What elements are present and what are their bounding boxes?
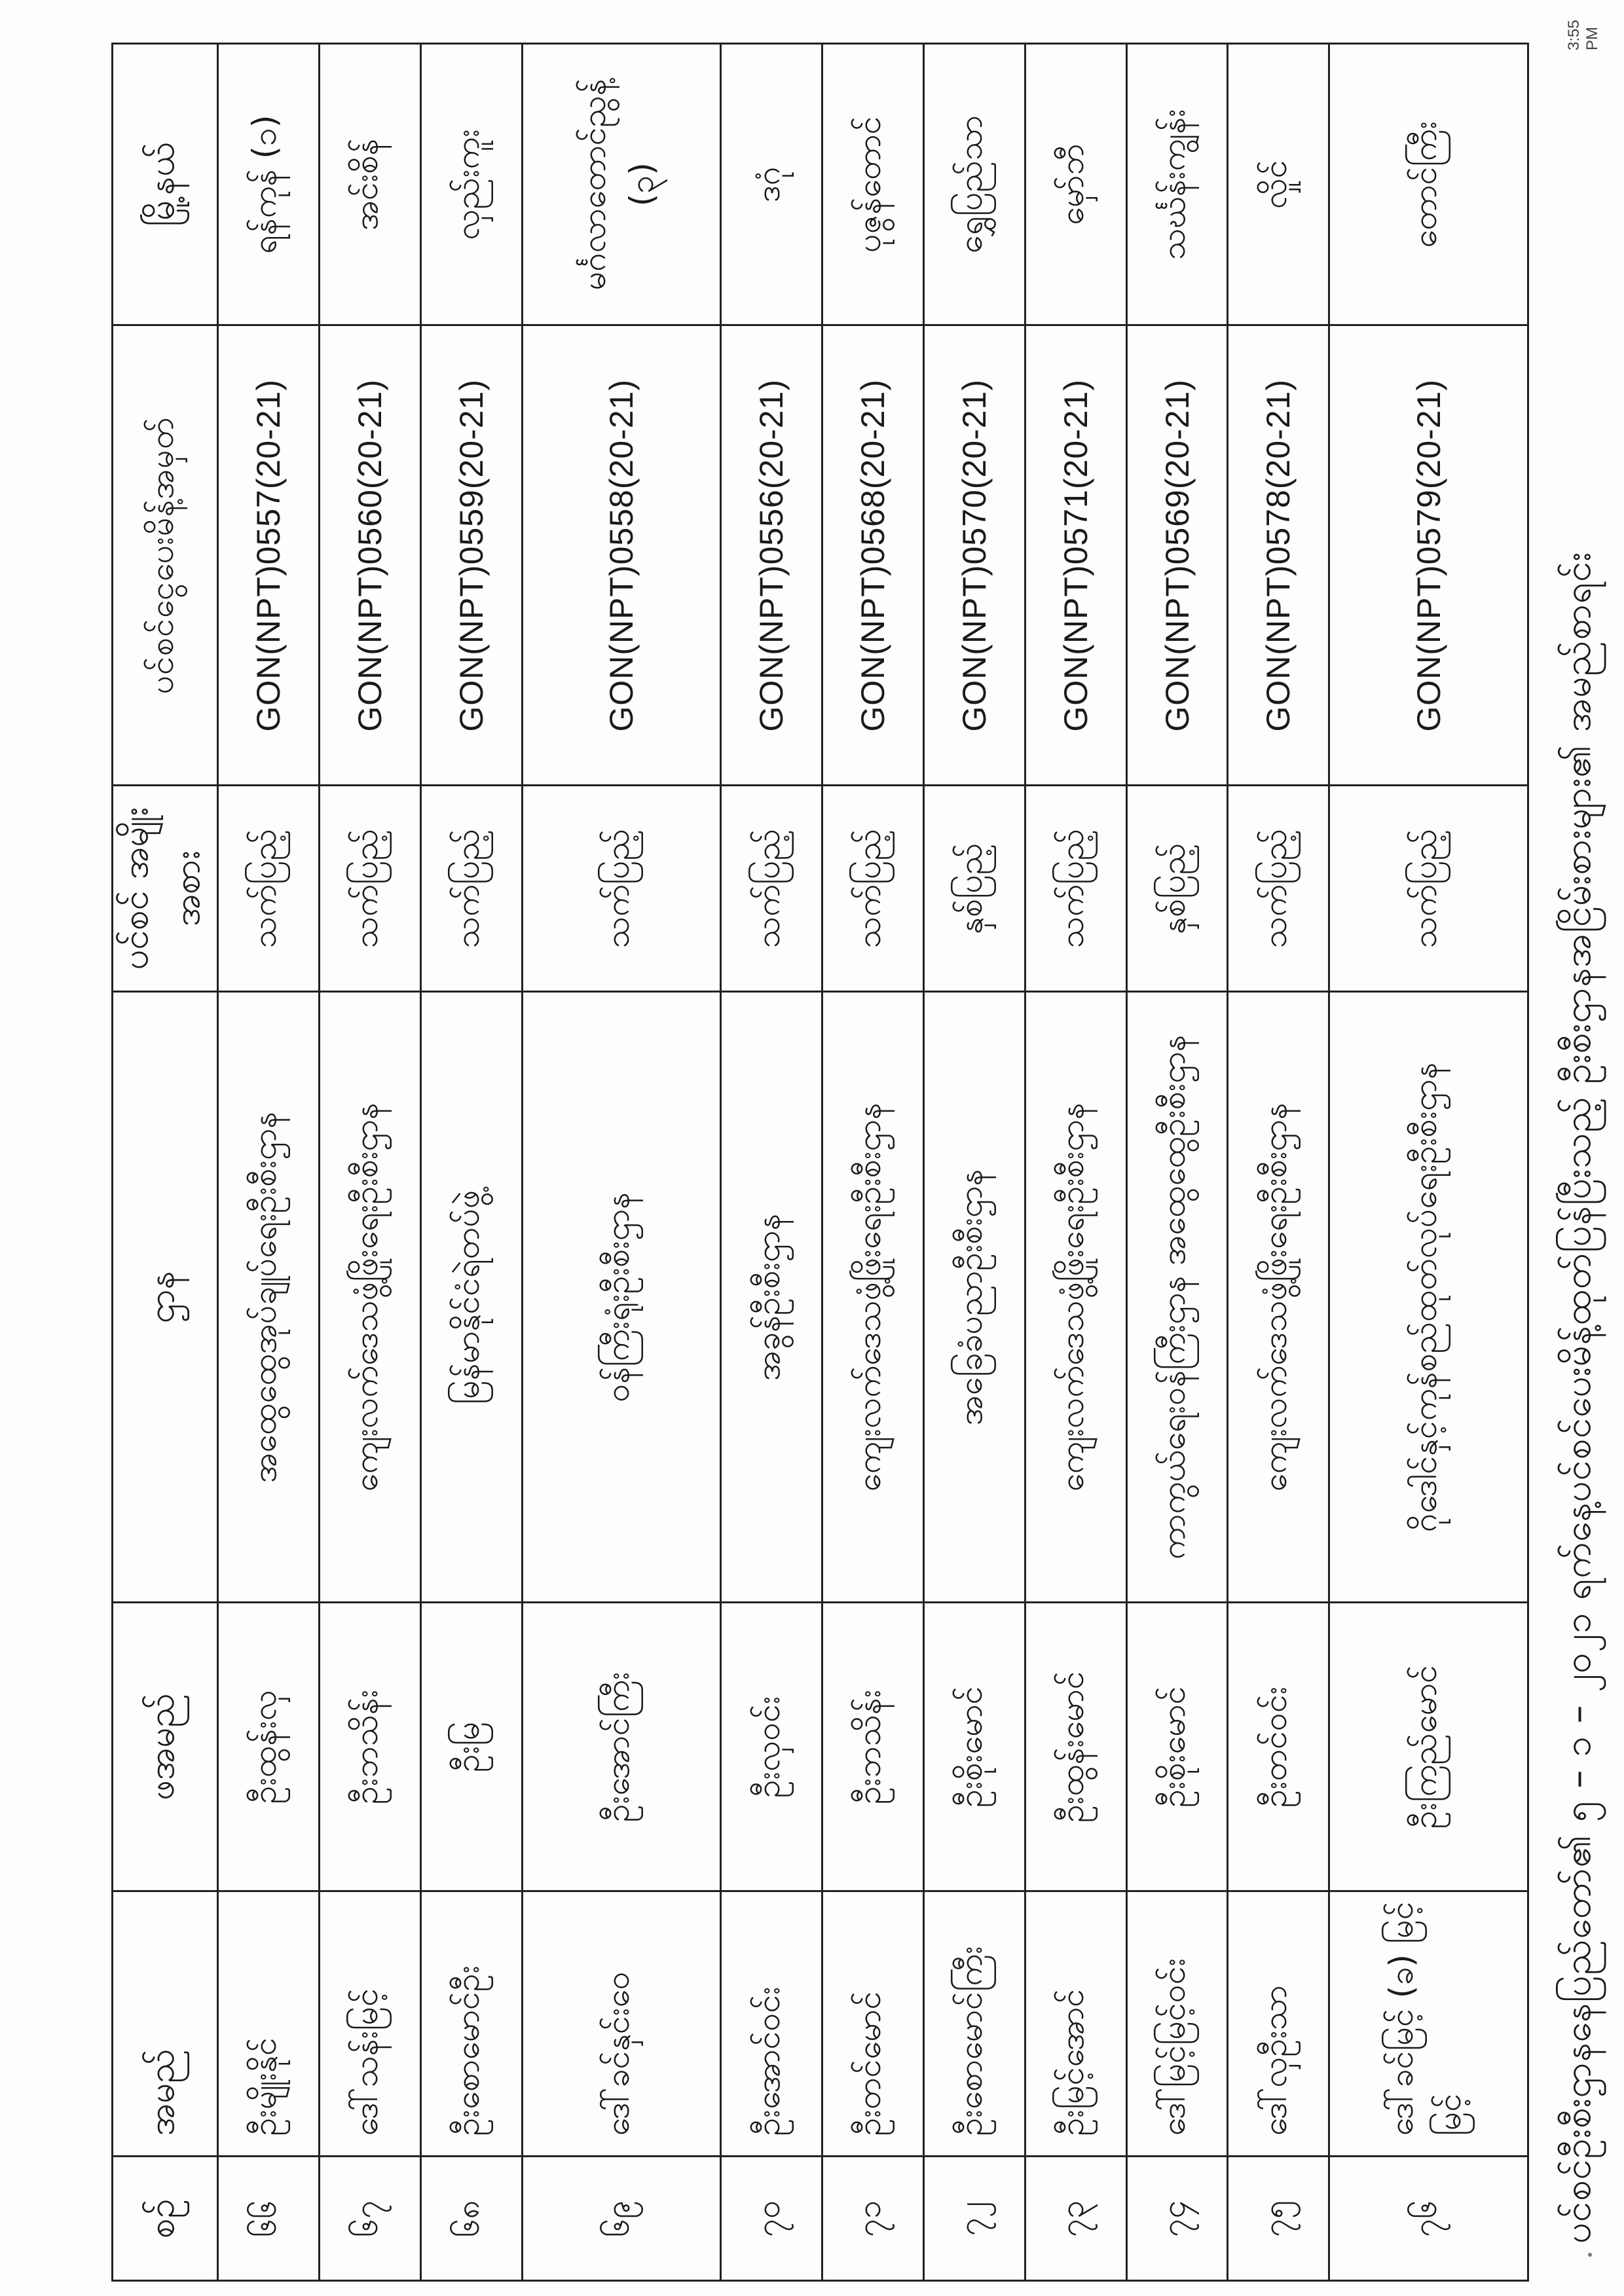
pension-table: [111, 43, 1529, 2282]
cell-reg: GON(NPT)0556(20-21): [721, 325, 822, 786]
cell-town: သင်္ဃန်းကျွန်း: [1126, 44, 1228, 325]
cell-reg: GON(NPT)0578(20-21): [1228, 325, 1329, 786]
cell-name: ဦးမြင့်အောင်: [1025, 1891, 1126, 2157]
table-body: [218, 44, 1528, 2281]
cell-father: ဦးလှဝင်း: [721, 1603, 822, 1891]
table-row: [420, 44, 522, 2281]
cell-father: ဦးဘသိန်း: [822, 1603, 924, 1891]
cell-no: ၆၆: [218, 2157, 320, 2281]
cell-type: သက်ပြည့်: [522, 786, 721, 992]
cell-town: မင်္ဂလာတောင်ညွန့် (၃): [522, 44, 721, 325]
cell-town: အင်းစိန်: [319, 44, 420, 325]
cell-father: ဦးတင်ဝင်း: [1228, 1603, 1329, 1891]
cell-town: လှည်းကူး: [420, 44, 522, 325]
cell-name: ဒေါ်ခင်နှင်းဝေ: [522, 1891, 721, 2157]
scan-mark: [1588, 2253, 1592, 2257]
cell-name: ဒေါ်မြင့်မြင့်ဝင်း: [1126, 1891, 1228, 2157]
cell-no: ၇၃: [1025, 2157, 1126, 2281]
cell-type: သက်ပြည့်: [319, 786, 420, 992]
cell-address: ကျေးလက်ဒေသဖွံ့ဖြိုးရေးဦးစီးဌာန: [319, 992, 420, 1603]
cell-address: အခြေခံပညာဦးစီးဌာန: [923, 992, 1025, 1603]
table-row: [721, 44, 822, 2281]
table-row: [522, 44, 721, 2281]
header-father: ဖအမည်: [113, 1603, 218, 1891]
cell-type: သက်ပြည့်: [218, 786, 320, 992]
cell-no: ၇၆: [1329, 2157, 1528, 2281]
cell-father: ဦးဘသိန်း: [319, 1603, 420, 1891]
cell-town: တောင်ကြီး: [1329, 44, 1528, 325]
cell-name: ဒေါ်သန်းမြင့်: [319, 1891, 420, 2157]
cell-no: ၇၂: [923, 2157, 1025, 2281]
cell-father: ဦးစိုးမောင်: [923, 1603, 1025, 1891]
cell-address: မြန်မာနိုင်ငံရဲတပ်ဖွဲ့: [420, 992, 522, 1603]
header-name: အမည်: [113, 1891, 218, 2157]
table-header-row: [113, 44, 218, 2281]
cell-type: နှစ်ပြည့်: [1126, 786, 1228, 992]
cell-address: အထွေထွေအုပ်ချုပ်ရေးဦးစီးဌာန: [218, 992, 320, 1603]
cell-address: ကျေးလက်ဒေသဖွံ့ဖြိုးရေးဦးစီးဌာန: [822, 992, 924, 1603]
header-no: စဉ်: [113, 2157, 218, 2281]
cell-type: သက်ပြည့်: [822, 786, 924, 992]
table-row: [923, 44, 1025, 2281]
cell-no: ၇၁: [822, 2157, 924, 2281]
table-row: [1228, 44, 1329, 2281]
cell-address: ကျေးလက်ဒေသဖွံ့ဖြိုးရေးဦးစီးဌာန: [1228, 992, 1329, 1603]
cell-reg: GON(NPT)0571(20-21): [1025, 325, 1126, 786]
cell-no: ၇၅: [1228, 2157, 1329, 2281]
cell-father: ဦးစိုးမောင်: [1126, 1603, 1228, 1891]
cell-type: နှစ်ပြည့်: [923, 786, 1025, 992]
cell-town: ရွှေပြည်သာ: [923, 44, 1025, 325]
cell-type: သက်ပြည့်: [721, 786, 822, 992]
cell-reg: GON(NPT)0569(20-21): [1126, 325, 1228, 786]
cell-no: ၆၉: [522, 2157, 721, 2281]
cell-father: ဦးထွန်းလှ: [218, 1603, 320, 1891]
cell-reg: GON(NPT)0568(20-21): [822, 325, 924, 786]
cell-type: သက်ပြည့်: [1025, 786, 1126, 992]
cell-reg: GON(NPT)0579(20-21): [1329, 325, 1528, 786]
cell-town: ရန်ကုန် (၁): [218, 44, 320, 325]
cell-no: ၇၀: [721, 2157, 822, 2281]
header-town: မြို့နယ်: [113, 44, 218, 325]
cell-reg: GON(NPT)0560(20-21): [319, 325, 420, 786]
cell-type: သက်ပြည့်: [420, 786, 522, 992]
cell-no: ၇၄: [1126, 2157, 1228, 2281]
table-row: [319, 44, 420, 2281]
table-row: [822, 44, 924, 2281]
cell-name: ဦးတင်မောင်: [822, 1891, 924, 2157]
cell-address: ကာကွယ်ရေးဝန်ကြီးဌာန အထွေထွေဦးစီးဌာန: [1126, 992, 1228, 1603]
table-row: [218, 44, 320, 2281]
cell-address: ကျေးလက်ဒေသဖွံ့ဖြိုးရေးဦးစီးဌာန: [1025, 992, 1126, 1603]
timestamp: 3:55 PM: [1565, 20, 1601, 50]
cell-father: ဦးထွန်းမောင်: [1025, 1603, 1126, 1891]
page-title: ပင်စင်ဦးစီးဌာနနေပြည်တော်၏ ၅ – ၁ – ၂၀၂၁ ရက်နေ့ပင်စင်ပေးမိန့်ထုတ်ပြန်ပြီးသည့် ဦးစီးဌာနအငြိမ်းစားများ၏ အမည်စာရင်း: [1557, 551, 1599, 2244]
table-row: [1329, 44, 1528, 2281]
cell-town: မှော်ဘီ: [1025, 44, 1126, 325]
cell-father: ဦးကြည်မောင်: [1329, 1603, 1528, 1891]
cell-name: ဦးစောမောင်ကြီး: [923, 1891, 1025, 2157]
cell-type: သက်ပြည့်: [1228, 786, 1329, 992]
cell-reg: GON(NPT)0557(20-21): [218, 325, 320, 786]
cell-address: ဂိုဒေါင်နှင့်ကုန်စည်ထုတ်လုပ်ရေးဦးစီးဌာန: [1329, 992, 1528, 1603]
cell-town: ပုဇွန်တောင်: [822, 44, 924, 325]
cell-father: ဦးအောင်ကြီး: [522, 1603, 721, 1891]
cell-type: သက်ပြည့်: [1329, 786, 1528, 992]
cell-town: လှိုင်: [1228, 44, 1329, 325]
cell-reg: GON(NPT)0559(20-21): [420, 325, 522, 786]
header-type: ပင်စင် အမျိုးအစား: [113, 786, 218, 992]
cell-name: ဒေါ်ခင်မြင့် (ခ) မြင့်မြင့်: [1329, 1891, 1528, 2157]
cell-address: အခွန်ဦးစီးဌာန: [721, 992, 822, 1603]
cell-name: ဦးစောမောင်ဦး: [420, 1891, 522, 2157]
cell-name: ဒေါ်လှဦးသာ: [1228, 1891, 1329, 2157]
table-row: [1126, 44, 1228, 2281]
cell-reg: GON(NPT)0558(20-21): [522, 325, 721, 786]
table-row: [1025, 44, 1126, 2281]
cell-address: ဝန်ကြီးရုံးဦးစီးဌာန: [522, 992, 721, 1603]
cell-father: ဦးမြ: [420, 1603, 522, 1891]
cell-town: ဒဂုံ: [721, 44, 822, 325]
cell-name: ဦးမျိုးနိုင်: [218, 1891, 320, 2157]
cell-no: ၆၈: [420, 2157, 522, 2281]
cell-name: ဦးအောင်ဝင်း: [721, 1891, 822, 2157]
header-reg: ပင်စင်ငွေပေးမိန့်အမှတ်: [113, 325, 218, 786]
cell-no: ၆၇: [319, 2157, 420, 2281]
header-address: ဌာန: [113, 992, 218, 1603]
cell-reg: GON(NPT)0570(20-21): [923, 325, 1025, 786]
